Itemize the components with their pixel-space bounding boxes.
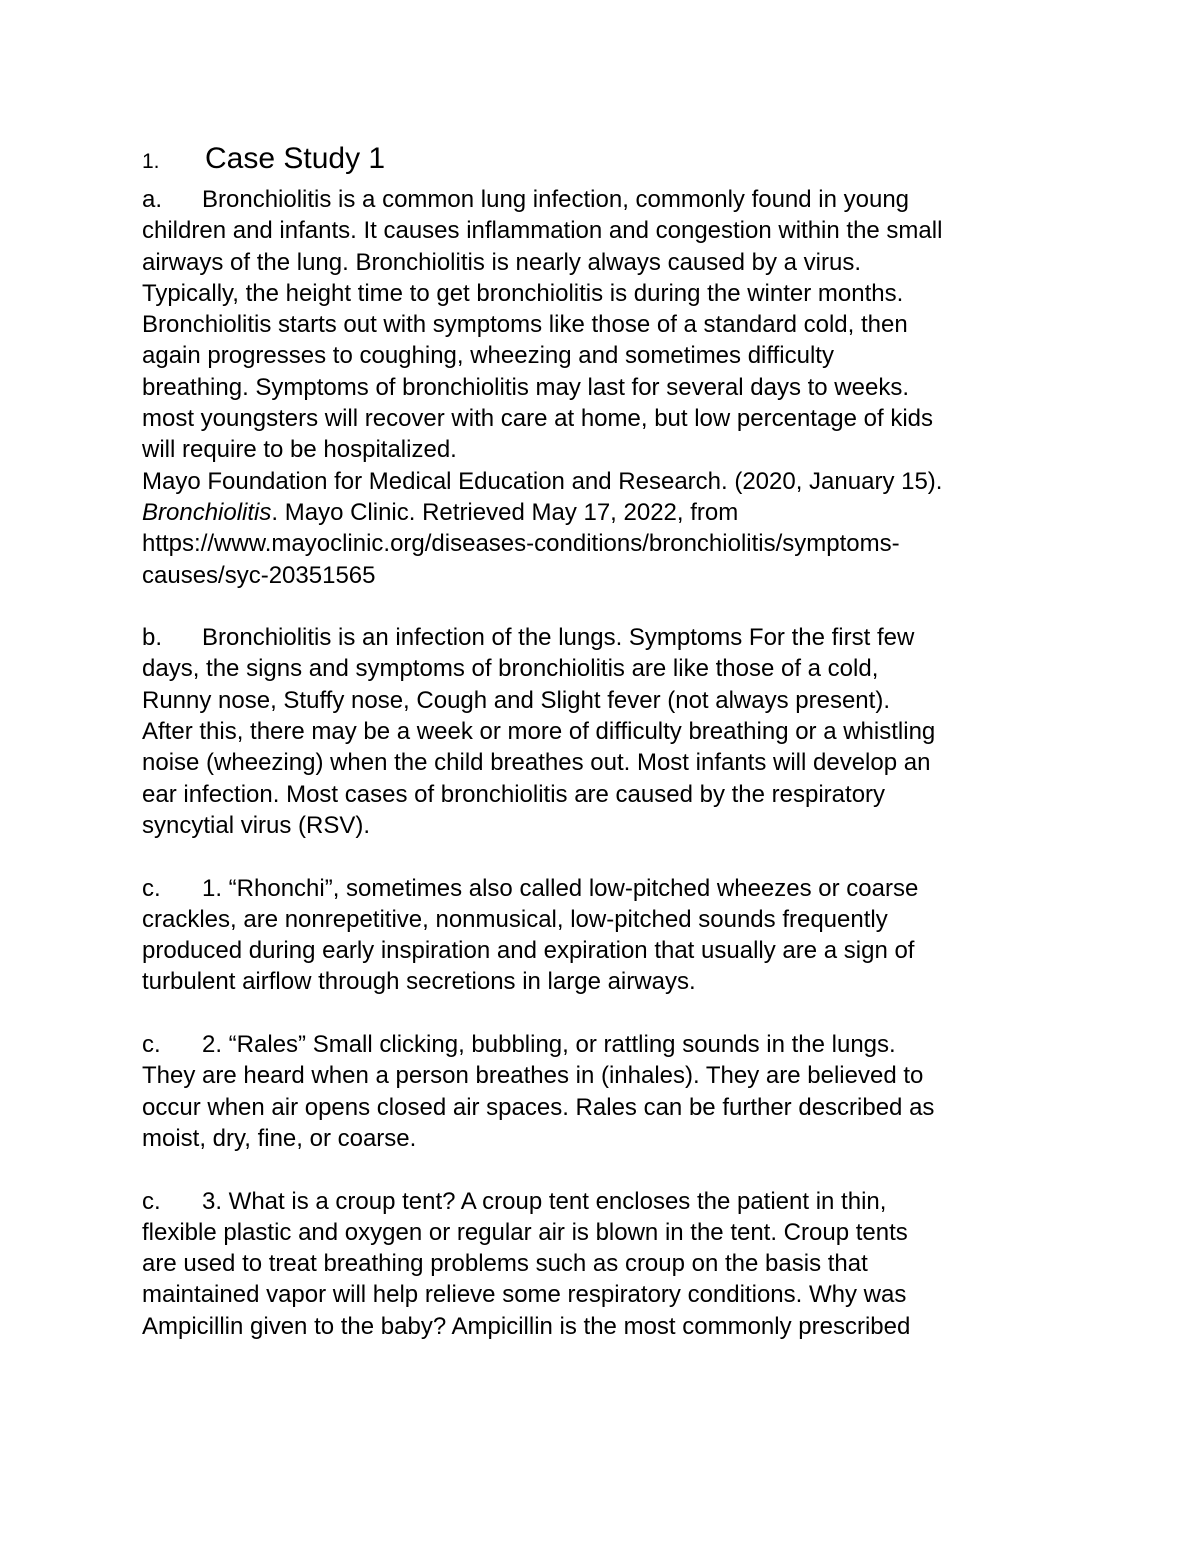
citation-line: Mayo Foundation for Medical Education and Research. (2020, January 15). (142, 467, 943, 495)
section-c1-line: crackles, are nonrepetitive, nonmusical, low-pitched sounds frequently (142, 905, 888, 933)
section-a-line: a. Bronchiolitis is a common lung infection, commonly found in young (142, 184, 1072, 215)
heading-number: 1. (142, 150, 160, 173)
section-b-line: ear infection. Most cases of bronchiolitis are caused by the respiratory (142, 780, 886, 808)
section-c2-marker: c. (142, 1031, 161, 1059)
section-c3-line: c. 3. What is a croup tent? A croup tent encloses the patient in thin, (142, 1186, 1072, 1217)
section-b-line: noise (wheezing) when the child breathes out. Most infants will develop an (142, 749, 931, 777)
citation-italic-title: Bronchiolitis (142, 498, 272, 526)
section-c3-line: Ampicillin given to the baby? Ampicillin is the most commonly prescribed (142, 1312, 911, 1340)
section-c2-line: They are heard when a person breathes in (inhales). They are believed to (142, 1062, 924, 1090)
case-study-heading (142, 142, 1072, 182)
section-a-line: Bronchiolitis starts out with symptoms like those of a standard cold, then (142, 311, 908, 339)
section-c2-line: moist, dry, fine, or coarse. (142, 1124, 417, 1152)
section-c3-marker: c. (142, 1187, 161, 1215)
section-c1-line: produced during early inspiration and expiration that usually are a sign of (142, 937, 915, 965)
section-b-line: Runny nose, Stuffy nose, Cough and Slight fever (not always present). (142, 686, 890, 714)
section-a-line: airways of the lung. Bronchiolitis is nearly always caused by a virus. (142, 248, 861, 276)
section-b-line: b. Bronchiolitis is an infection of the lungs. Symptoms For the first few (142, 622, 1072, 653)
section-c3-line: are used to treat breathing problems such as croup on the basis that (142, 1250, 868, 1278)
section-a-line: most youngsters will recover with care at home, but low percentage of kids (142, 405, 934, 433)
section-c2-line: occur when air opens closed air spaces. Rales can be further described as (142, 1093, 935, 1121)
section-a-line: again progresses to coughing, wheezing and sometimes difficulty (142, 342, 834, 370)
document-page (142, 142, 1072, 1342)
citation-url-line: causes/syc-20351565 (142, 561, 376, 589)
section-c1-line: turbulent airflow through secretions in large airways. (142, 968, 696, 996)
paragraph-gap (142, 998, 1072, 1029)
section-b-line: After this, there may be a week or more of difficulty breathing or a whistling (142, 718, 936, 746)
section-c1-line: c. 1. “Rhonchi”, sometimes also called low-pitched wheezes or coarse (142, 873, 1072, 904)
citation-url-line: https://www.mayoclinic.org/diseases-conditions/bronchiolitis/symptoms- (142, 530, 900, 558)
section-c3 (142, 1186, 1072, 1342)
section-a-line: will require to be hospitalized. (142, 436, 457, 464)
section-a-line: Typically, the height time to get bronchiolitis is during the winter months. (142, 279, 904, 307)
section-c3-line: maintained vapor will help relieve some respiratory conditions. Why was (142, 1281, 907, 1309)
section-b-line: syncytial virus (RSV). (142, 811, 371, 839)
section-a (142, 184, 1072, 591)
paragraph-gap (142, 1154, 1072, 1185)
section-c2-line: c. 2. “Rales” Small clicking, bubbling, or rattling sounds in the lungs. (142, 1029, 1072, 1060)
section-c2 (142, 1029, 1072, 1154)
paragraph-gap (142, 841, 1072, 872)
section-c3-line: flexible plastic and oxygen or regular air is blown in the tent. Croup tents (142, 1218, 908, 1246)
section-b (142, 622, 1072, 841)
section-b-marker: b. (142, 624, 163, 652)
heading-title: Case Study 1 (205, 142, 386, 175)
citation-line: Bronchiolitis. Mayo Clinic. Retrieved May 17, 2022, from (142, 498, 739, 526)
section-a-marker: a. (142, 186, 163, 213)
section-c1-marker: c. (142, 874, 161, 902)
section-c1 (142, 873, 1072, 998)
paragraph-gap (142, 591, 1072, 622)
section-a-line: breathing. Symptoms of bronchiolitis may last for several days to weeks. (142, 373, 909, 401)
section-a-line: children and infants. It causes inflammation and congestion within the small (142, 217, 943, 245)
section-b-line: days, the signs and symptoms of bronchiolitis are like those of a cold, (142, 655, 879, 683)
